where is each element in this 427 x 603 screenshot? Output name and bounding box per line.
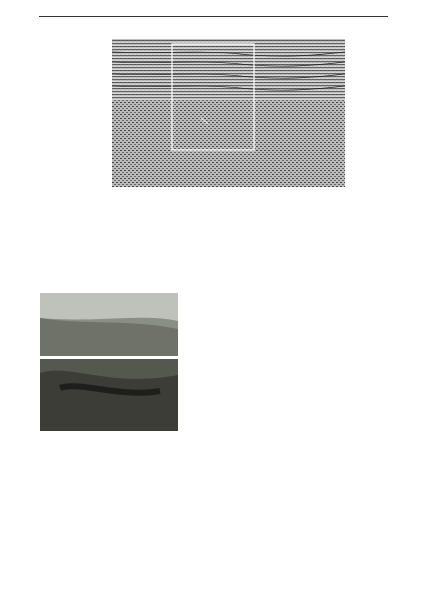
- radar-spectrum-figure: [80, 22, 350, 187]
- site-photo-figure: [40, 293, 178, 431]
- right-column: [219, 212, 389, 216]
- header-rule: [39, 16, 388, 17]
